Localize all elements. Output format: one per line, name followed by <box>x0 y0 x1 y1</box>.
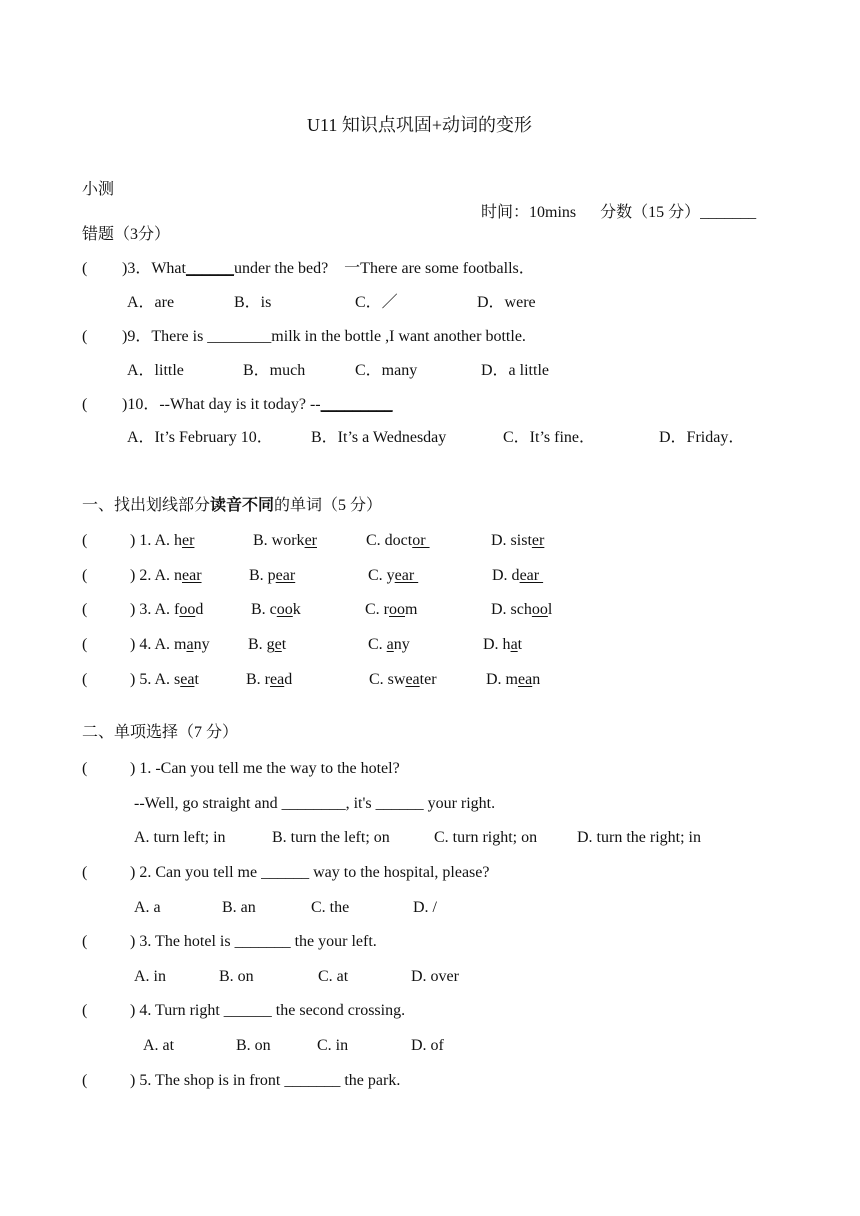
pron-q5-option-c: C. sweater <box>369 671 437 688</box>
option-d: D. over <box>411 968 459 985</box>
option-d: D. / <box>413 899 437 916</box>
question-bracket: ( <box>82 601 88 618</box>
option-c: C. turn right; on <box>434 829 538 846</box>
pron-q3-option-a: ) 3. A. food <box>130 601 204 618</box>
pron-q1-option-a: ) 1. A. her <box>130 532 195 549</box>
pron-q4-option-c: C. any <box>368 636 410 653</box>
option-c: C．It’s fine． <box>503 429 595 446</box>
option-b: B. on <box>219 968 254 985</box>
choice-q2-stem: ) 2. Can you tell me ______ way to the hospital, please? <box>130 864 490 881</box>
question-bracket: ( <box>82 1002 88 1019</box>
page-title: U11 知识点巩固+动词的变形 <box>307 115 532 135</box>
pron-q2-option-b: B. pear <box>249 567 296 584</box>
pron-q4-option-d: D. hat <box>483 636 523 653</box>
option-b: B．much <box>243 362 306 379</box>
mistake-q3-stem: )3．What______under the bed? 一There are some footballs． <box>122 260 535 277</box>
option-a: A．are <box>127 294 175 311</box>
option-b: B．It’s a Wednesday <box>311 429 447 446</box>
question-bracket: ( <box>82 532 88 549</box>
pron-q3-option-b: B. cook <box>251 601 301 618</box>
option-a: A. turn left; in <box>134 829 226 846</box>
pron-q5-option-a: ) 5. A. seat <box>130 671 199 688</box>
option-d: D．were <box>477 294 536 311</box>
choice-q5-stem: ) 5. The shop is in front _______ the park. <box>130 1072 401 1089</box>
question-bracket: ( <box>82 567 88 584</box>
pron-q5-option-d: D. mean <box>486 671 541 688</box>
choice-q1-stem-line2: --Well, go straight and ________, it's ______ your right. <box>134 795 496 812</box>
mistake-q9-stem: )9．There is ________milk in the bottle ,I want another bottle. <box>122 328 526 345</box>
mistake-q10-stem: )10．--What day is it today? --_________ <box>122 396 393 413</box>
option-c: C. in <box>317 1037 349 1054</box>
quiz-label: 小测 <box>82 181 115 198</box>
pron-q4-option-a: ) 4. A. many <box>130 636 210 653</box>
pron-q1-option-b: B. worker <box>253 532 317 549</box>
option-a: A．It’s February 10． <box>127 429 273 446</box>
pron-q3-option-d: D. school <box>491 601 553 618</box>
question-bracket: ( <box>82 396 88 413</box>
section1-heading: 一、找出划线部分读音不同的单词（5 分） <box>82 497 383 514</box>
question-bracket: ( <box>82 671 88 688</box>
pron-q4-option-b: B. get <box>248 636 287 653</box>
choice-q1-stem: ) 1. -Can you tell me the way to the hotel? <box>130 760 400 777</box>
pron-q2-option-c: C. year <box>368 567 419 584</box>
option-b: B. turn the left; on <box>272 829 390 846</box>
option-d: D. turn the right; in <box>577 829 701 846</box>
option-c: C. the <box>311 899 350 916</box>
option-c: C．／ <box>355 294 398 311</box>
option-a: A. at <box>143 1037 175 1054</box>
option-d: D. of <box>411 1037 444 1054</box>
pron-q2-option-a: ) 2. A. near <box>130 567 202 584</box>
question-bracket: ( <box>82 864 88 881</box>
option-c: C．many <box>355 362 418 379</box>
question-bracket: ( <box>82 760 88 777</box>
question-bracket: ( <box>82 1072 88 1089</box>
option-a: A. a <box>134 899 161 916</box>
option-c: C. at <box>318 968 349 985</box>
option-d: D．Friday． <box>659 429 745 446</box>
section2-heading: 二、单项选择（7 分） <box>82 724 239 741</box>
pron-q1-option-d: D. sister <box>491 532 545 549</box>
option-b: B. on <box>236 1037 271 1054</box>
option-a: A. in <box>134 968 166 985</box>
pron-q5-option-b: B. read <box>246 671 293 688</box>
question-bracket: ( <box>82 636 88 653</box>
question-bracket: ( <box>82 260 88 277</box>
question-bracket: ( <box>82 933 88 950</box>
option-b: B．is <box>234 294 272 311</box>
pron-q3-option-c: C. room <box>365 601 418 618</box>
choice-q3-stem: ) 3. The hotel is _______ the your left. <box>130 933 377 950</box>
question-bracket: ( <box>82 328 88 345</box>
pron-q1-option-c: C. doctor <box>366 532 430 549</box>
choice-q4-stem: ) 4. Turn right ______ the second crossing. <box>130 1002 406 1019</box>
pron-q2-option-d: D. dear <box>492 567 544 584</box>
option-d: D．a little <box>481 362 549 379</box>
time-score-info: 时间：10mins 分数（15 分）_______ <box>481 204 757 221</box>
option-a: A．little <box>127 362 184 379</box>
option-b: B. an <box>222 899 256 916</box>
mistakes-heading: 错题（3分） <box>82 226 171 243</box>
